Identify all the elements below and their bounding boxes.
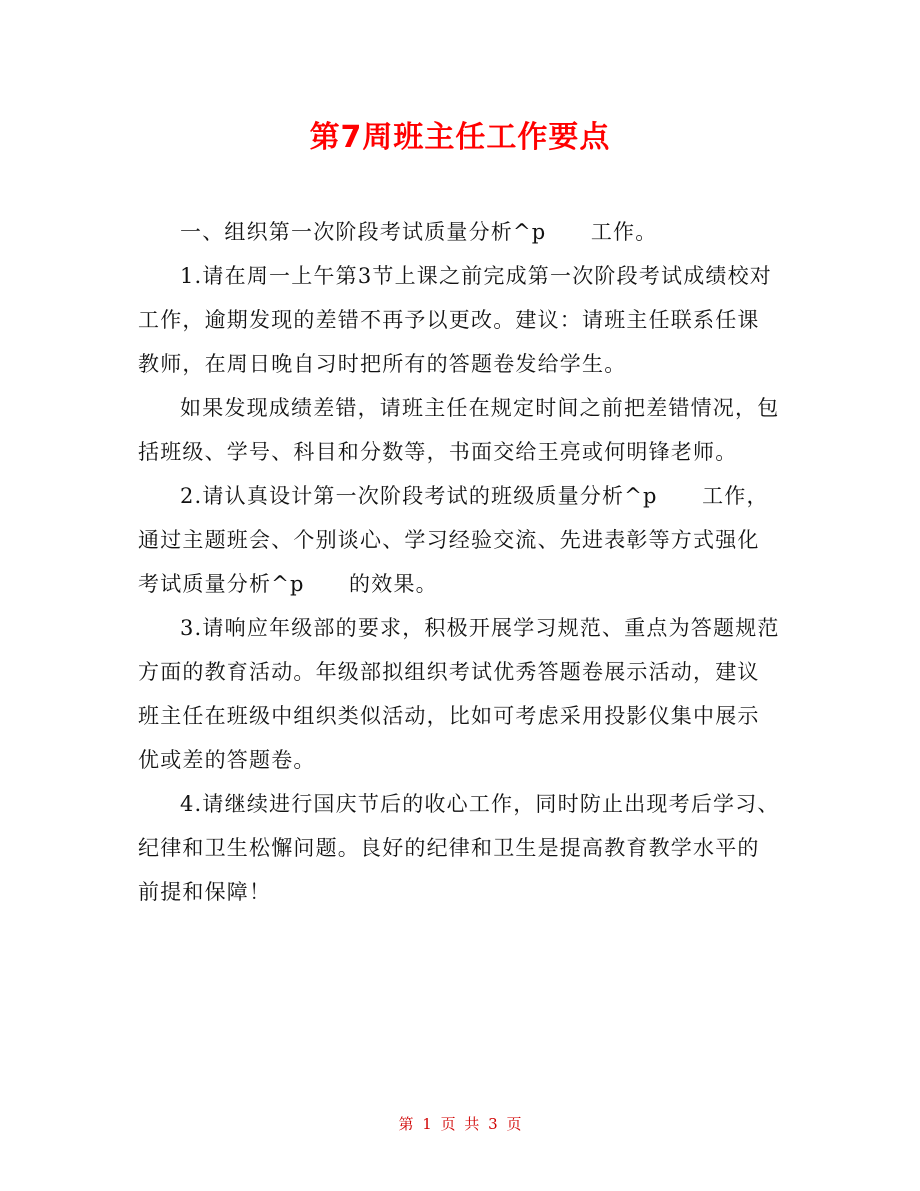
paragraph-item-1: 1.请在周一上午第3节上课之前完成第一次阶段考试成绩校对工作，逾期发现的差错不再予以更改。建议：请班主任联系任课教师，在周日晚自习时把所有的答题卷发给学生。	[138, 264, 772, 376]
document-title: 第7周班主任工作要点	[309, 120, 611, 155]
paragraph-item-2: 2.请认真设计第一次阶段考试的班级质量分析^p 工作，通过主题班会、个别谈心、学习经验交流、先进表彰等方式强化考试质量分析^p 的效果。	[138, 484, 769, 596]
paragraph-item-3: 3.请响应年级部的要求，积极开展学习规范、重点为答题规范方面的教育活动。年级部拟组织考试优秀答题卷展示活动，建议班主任在班级中组织类似活动，比如可考虑采用投影仪集中展示优或差的答题卷。	[138, 616, 780, 772]
paragraph-item-1-note: 如果发现成绩差错，请班主任在规定时间之前把差错情况，包括班级、学号、科目和分数等，书面交给王亮或何明锋老师。	[138, 396, 780, 464]
paragraph-section-heading: 一、组织第一次阶段考试质量分析^p 工作。	[180, 220, 658, 244]
page-number-footer: 第 1 页 共 3 页	[398, 1115, 522, 1133]
paragraph-item-4: 4.请继续进行国庆节后的收心工作，同时防止出现考后学习、纪律和卫生松懈问题。良好的纪律和卫生是提高教育教学水平的前提和保障！	[138, 792, 780, 904]
document-body	[138, 210, 780, 914]
